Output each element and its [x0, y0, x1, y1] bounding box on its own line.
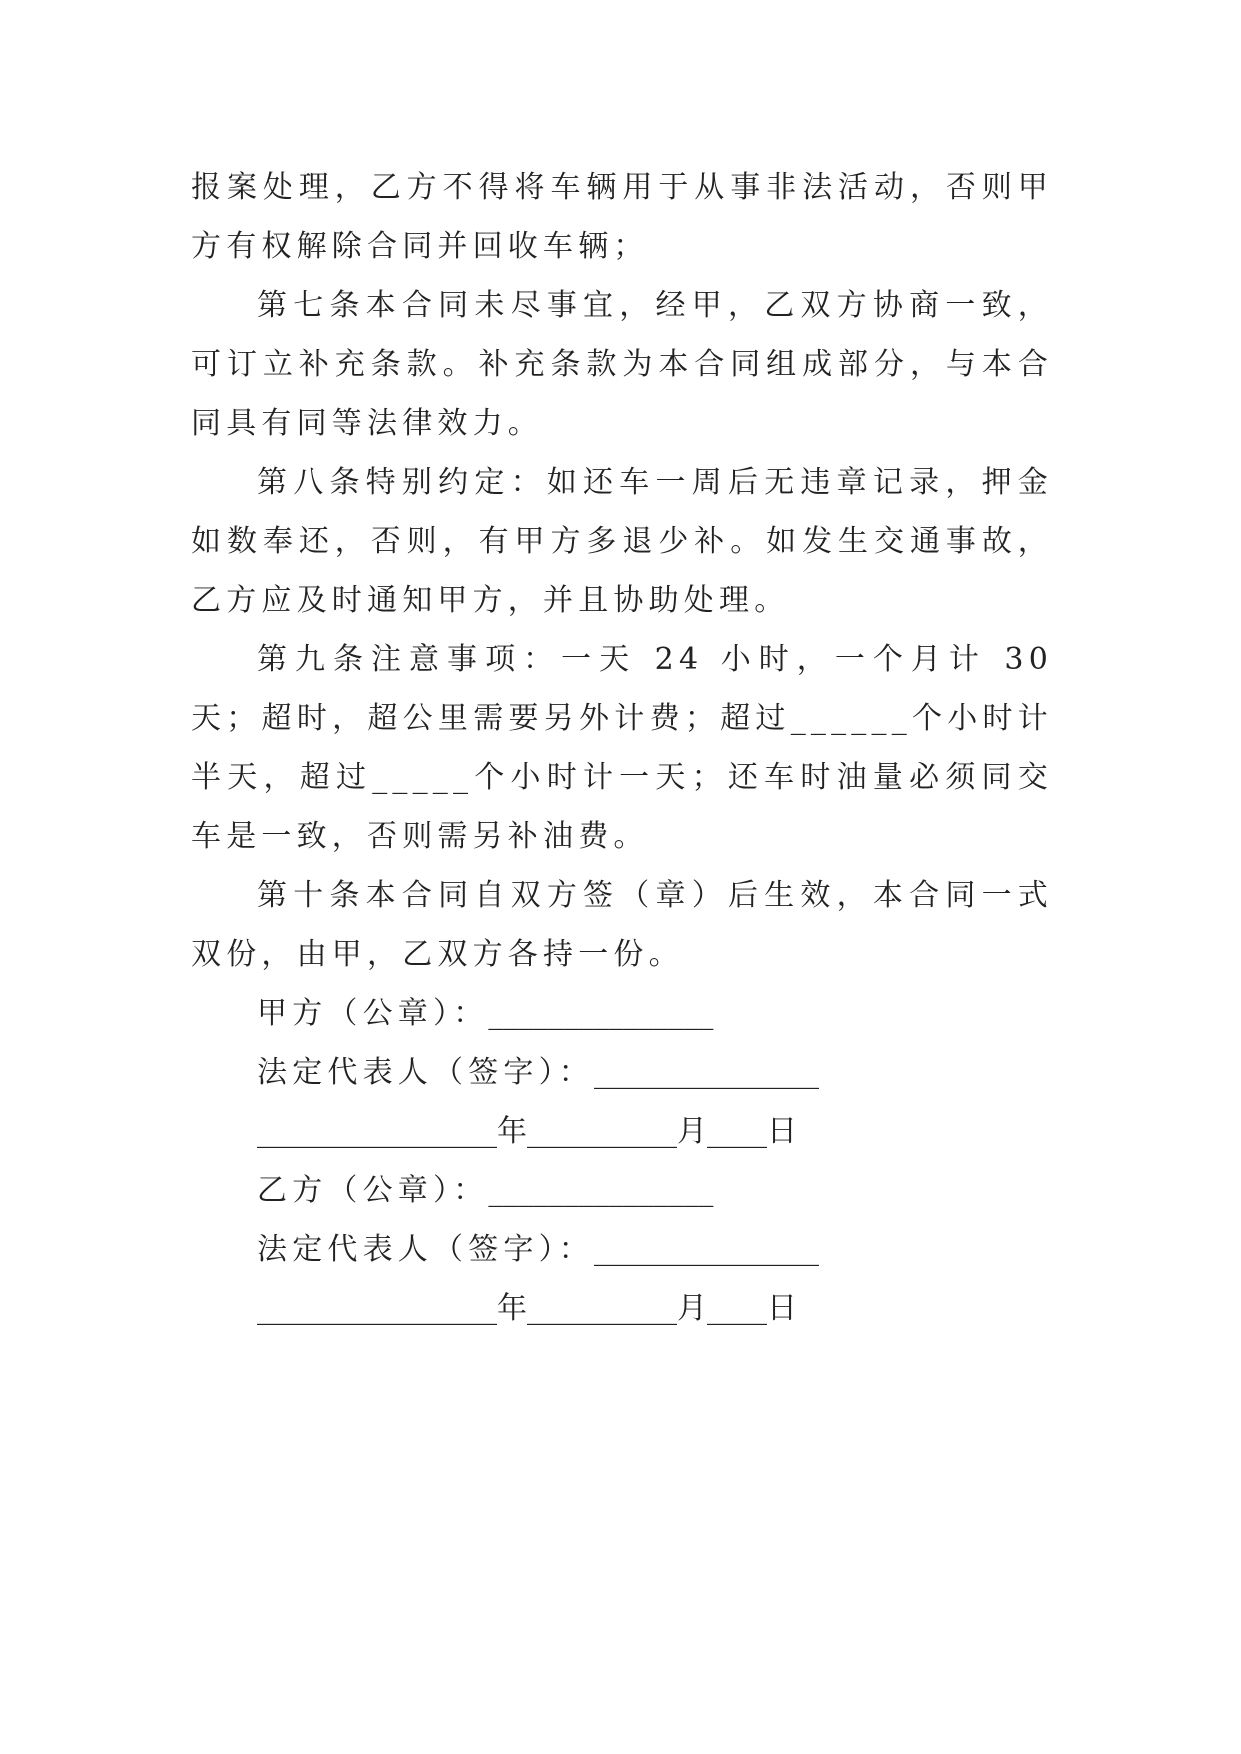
- party-a-representative-label: 法定代表人（签字）：: [257, 1055, 594, 1090]
- party-a-seal-line: [191, 984, 1053, 1043]
- party-b-representative-label: 法定代表人（签字）：: [257, 1232, 594, 1267]
- party-b-date-line: [191, 1279, 1053, 1338]
- document-body: [191, 158, 1053, 1338]
- paragraph-article-9: 第九条注意事项：一天 24 小时，一个月计 30 天；超时，超公里需要另外计费；超过______个小时计半天，超过_____个小时计一天；还车时油量必须同交车是一致，否则需另补油费。: [191, 642, 1053, 854]
- party-b-seal-line: [191, 1161, 1053, 1220]
- party-b-seal-label: 乙方（公章）：: [257, 1173, 489, 1208]
- party-b-representative-blank: _______________: [594, 1232, 819, 1267]
- party-a-seal-blank: _______________: [488, 996, 714, 1031]
- party-b-date-blank: ________________年__________月____日: [257, 1291, 797, 1326]
- paragraph-continuation: 报案处理，乙方不得将车辆用于从事非法活动，否则甲方有权解除合同并回收车辆；: [191, 170, 1053, 264]
- paragraph-article-7: 第七条本合同未尽事宜，经甲，乙双方协商一致，可订立补充条款。补充条款为本合同组成部分，与本合同具有同等法律效力。: [191, 288, 1053, 441]
- party-a-date-line: [191, 1102, 1053, 1161]
- party-a-representative-line: [191, 1043, 1053, 1102]
- party-a-seal-label: 甲方（公章）：: [257, 996, 489, 1031]
- paragraph-article-8: 第八条特别约定：如还车一周后无违章记录，押金如数奉还，否则，有甲方多退少补。如发生交通事故，乙方应及时通知甲方，并且协助处理。: [191, 465, 1053, 618]
- party-a-representative-blank: _______________: [594, 1055, 819, 1090]
- paragraph-article-10: 第十条本合同自双方签（章）后生效，本合同一式双份，由甲，乙双方各持一份。: [191, 878, 1053, 972]
- party-b-seal-blank: _______________: [488, 1173, 714, 1208]
- party-a-date-blank: ________________年__________月____日: [257, 1114, 797, 1149]
- party-b-representative-line: [191, 1220, 1053, 1279]
